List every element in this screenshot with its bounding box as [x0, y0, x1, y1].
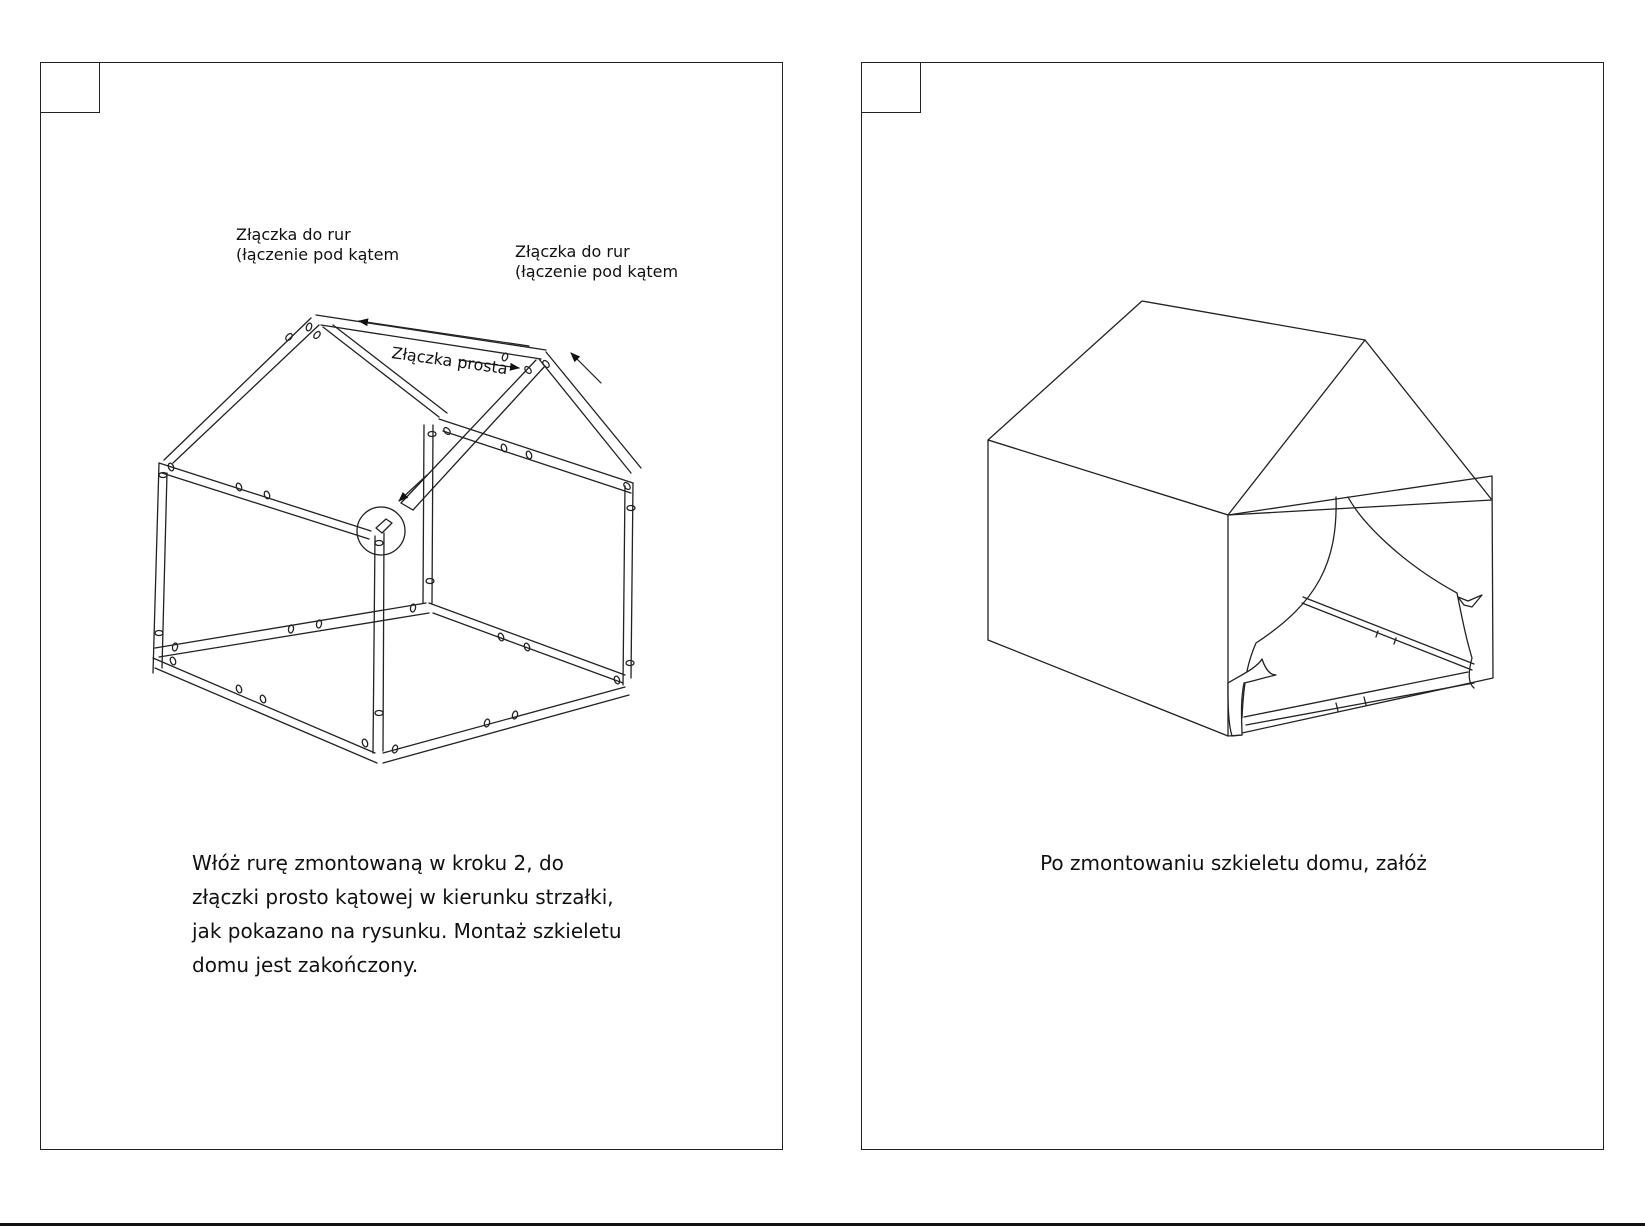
pipe-roof-right-rear	[539, 352, 641, 473]
instruction-line: jak pokazano na rysunku. Montaż szkieletu	[192, 919, 622, 943]
manual-page-right	[861, 62, 1604, 1150]
pipe-eave-right	[439, 419, 633, 493]
door-curtain-right	[1348, 497, 1474, 688]
pipe-roof-left-rear	[323, 325, 447, 417]
angle-connector-callout-left	[236, 225, 399, 265]
covered-house-diagram	[862, 63, 1605, 823]
door-curtain-left	[1242, 497, 1336, 718]
pipe-post-right	[623, 483, 633, 685]
callout-line: Złączka do rur	[236, 225, 351, 244]
step-instruction-text	[192, 846, 712, 982]
arrow-roof-insert	[571, 353, 601, 383]
instruction-line: złączki prosto kątowej w kierunku strzałki,	[192, 885, 614, 909]
connector-highlight-circle	[357, 507, 405, 555]
pipe-base-front-right	[383, 687, 629, 763]
pipe-base-left-rear	[155, 603, 429, 657]
arrow-pipe-insert	[399, 475, 427, 501]
pipe-being-inserted	[401, 360, 545, 510]
instruction-line: Po zmontowaniu szkieletu domu, załóż	[1040, 851, 1427, 875]
instruction-line: Włóż rurę zmontowaną w kroku 2, do	[192, 851, 564, 875]
instruction-line: domu jest zakończony.	[192, 953, 419, 977]
callout-line: Złączka do rur	[515, 242, 630, 261]
pipe-eave-left	[159, 463, 371, 539]
step-instruction-text	[862, 846, 1605, 880]
arrow-straight-connector-left	[359, 321, 529, 346]
pipe-post-front-middle	[373, 533, 384, 753]
pipe-base-front-left	[153, 658, 377, 763]
manual-page-left	[40, 62, 783, 1150]
callout-line: (łączenie pod kątem	[515, 262, 679, 281]
frame-assembly-diagram	[41, 63, 784, 823]
callout-line: (łączenie pod kątem	[236, 245, 400, 264]
pipe-post-front-left	[153, 463, 167, 673]
angle-connector-callout-right	[515, 242, 678, 282]
straight-connector-label: Złączka prosta	[390, 343, 509, 379]
door-tieback-right	[1458, 595, 1482, 607]
pipe-joint-markers	[155, 322, 635, 753]
pipe-roof-left-front	[164, 318, 319, 463]
pipe-post-rear-middle	[423, 425, 433, 603]
